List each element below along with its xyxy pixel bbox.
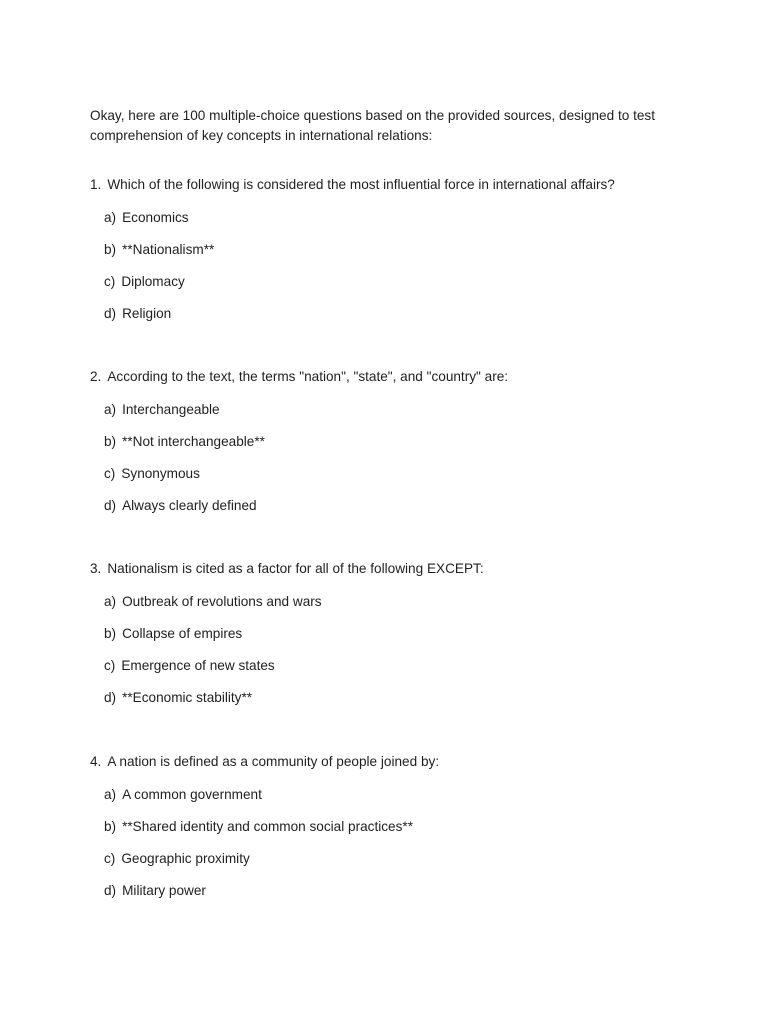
question-stem: [90, 367, 508, 387]
option-letter: c): [104, 466, 116, 481]
option-letter: c): [104, 274, 116, 289]
option-text: **Shared identity and common social practices**: [122, 819, 413, 834]
option-letter: b): [104, 242, 117, 257]
question-stem: [90, 559, 484, 579]
question-2: [90, 367, 508, 516]
question-number: 2.: [90, 369, 102, 384]
option-letter: b): [104, 819, 117, 834]
option-letter: c): [104, 851, 116, 866]
answer-option-b: [104, 624, 484, 644]
option-letter: d): [104, 498, 117, 513]
question-stem: [90, 752, 439, 772]
option-text: Synonymous: [121, 466, 200, 481]
option-text: **Economic stability**: [122, 690, 253, 705]
question-number: 4.: [90, 754, 102, 769]
question-stem: [90, 175, 615, 195]
answer-option-d: [104, 304, 615, 324]
answer-option-b: [104, 817, 439, 837]
question-1: [90, 175, 615, 324]
option-letter: a): [104, 787, 117, 802]
option-text: Interchangeable: [122, 402, 220, 417]
answer-option-d: [104, 881, 439, 901]
option-letter: c): [104, 658, 116, 673]
option-text: **Not interchangeable**: [122, 434, 265, 449]
answer-option-b: [104, 240, 615, 260]
question-text: According to the text, the terms "nation", "state", and "country" are:: [107, 369, 509, 384]
option-letter: d): [104, 690, 117, 705]
answer-option-c: [104, 849, 439, 869]
answer-option-a: [104, 592, 484, 612]
option-letter: a): [104, 210, 117, 225]
answer-option-c: [104, 272, 615, 292]
option-text: Emergence of new states: [121, 658, 275, 673]
answer-option-d: [104, 496, 508, 516]
question-3: [90, 559, 484, 708]
answer-option-a: [104, 785, 439, 805]
option-letter: d): [104, 883, 117, 898]
question-number: 3.: [90, 561, 102, 576]
answer-options: [104, 785, 439, 901]
question-text: Which of the following is considered the most influential force in international affairs?: [107, 177, 615, 192]
option-letter: a): [104, 594, 117, 609]
option-letter: b): [104, 434, 117, 449]
option-text: Geographic proximity: [121, 851, 250, 866]
option-text: Outbreak of revolutions and wars: [122, 594, 322, 609]
answer-option-a: [104, 400, 508, 420]
option-letter: a): [104, 402, 117, 417]
option-letter: d): [104, 306, 117, 321]
answer-options: [104, 208, 615, 324]
option-text: Economics: [122, 210, 189, 225]
question-text: Nationalism is cited as a factor for all of the following EXCEPT:: [107, 561, 484, 576]
answer-options: [104, 400, 508, 516]
question-4: [90, 752, 439, 901]
answer-option-c: [104, 656, 484, 676]
option-text: Collapse of empires: [122, 626, 243, 641]
option-text: Always clearly defined: [122, 498, 257, 513]
answer-option-d: [104, 688, 484, 708]
answer-option-b: [104, 432, 508, 452]
option-text: A common government: [122, 787, 262, 802]
answer-options: [104, 592, 484, 708]
option-letter: b): [104, 626, 117, 641]
option-text: Religion: [122, 306, 172, 321]
question-number: 1.: [90, 177, 102, 192]
option-text: Diplomacy: [121, 274, 185, 289]
answer-option-c: [104, 464, 508, 484]
question-text: A nation is defined as a community of people joined by:: [107, 754, 440, 769]
answer-option-a: [104, 208, 615, 228]
intro-paragraph: Okay, here are 100 multiple-choice questions based on the provided sources, designed to test comprehension of key concepts in international relations:: [90, 107, 655, 143]
option-text: **Nationalism**: [122, 242, 215, 257]
option-text: Military power: [122, 883, 206, 898]
